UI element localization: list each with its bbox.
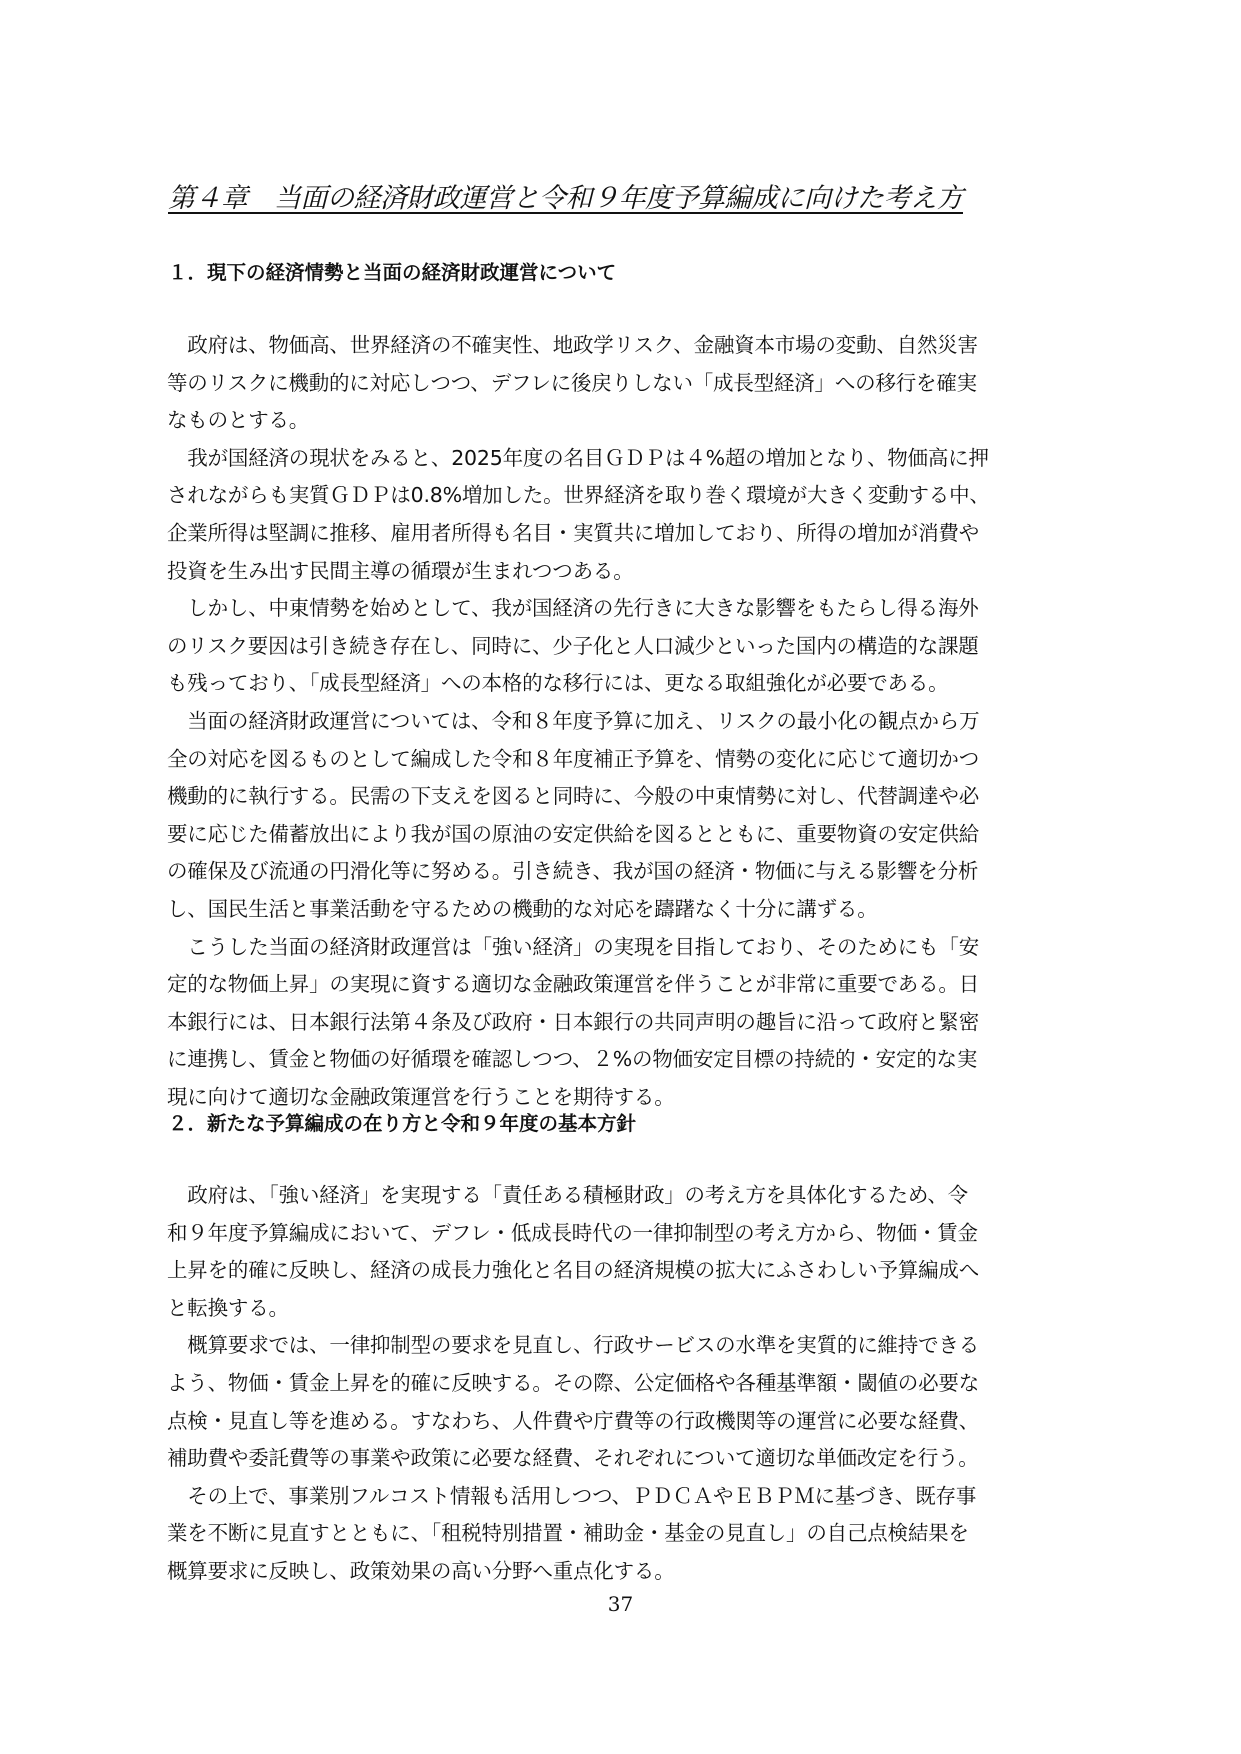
body-line: の確保及び流通の円滑化等に努める。引き続き、我が国の経済・物価に与える影響を分析	[167, 859, 979, 884]
body-line: と転換する。	[167, 1295, 289, 1320]
body-line: のリスク要因は引き続き存在し、同時に、少子化と人口減少といった国内の構造的な課題	[167, 633, 979, 658]
body-line: し、国民生活と事業活動を守るための機動的な対応を躊躇なく十分に講ずる。	[167, 896, 878, 921]
body-line: 上昇を的確に反映し、経済の成長力強化と名目の経済規模の拡大にふさわしい予算編成へ	[167, 1258, 979, 1283]
body-line: 等のリスクに機動的に対応しつつ、デフレに後戻りしない「成長型経済」への移行を確実	[167, 370, 977, 395]
body-line: 機動的に執行する。民需の下支えを図ると同時に、今般の中東情勢に対し、代替調達や必	[167, 784, 979, 809]
body-line: も残っており、「成長型経済」への本格的な移行には、更なる取組強化が必要である。	[167, 671, 949, 696]
body-line: しかし、中東情勢を始めとして、我が国経済の先行きに大きな影響をもたらし得る海外	[167, 596, 979, 621]
section-heading-2: ２．新たな予算編成の在り方と令和９年度の基本方針	[168, 1112, 637, 1135]
section-heading-1: １．現下の経済情勢と当面の経済財政運営について	[168, 261, 617, 284]
body-line: 投資を生み出す民間主導の循環が生まれつつある。	[167, 558, 634, 583]
chapter-title: 第４章 当面の経済財政運営と令和９年度予算編成に向けた考え方	[168, 183, 963, 214]
section-body-1	[167, 327, 990, 1116]
body-line: 業を不断に見直すとともに、「租税特別措置・補助金・基金の見直し」の自己点検結果を	[167, 1521, 969, 1546]
body-line: 企業所得は堅調に推移、雇用者所得も名目・実質共に増加しており、所得の増加が消費や	[167, 520, 979, 545]
body-line: 全の対応を図るものとして編成した令和８年度補正予算を、情勢の変化に応じて適切かつ	[167, 746, 979, 771]
body-line: 和９年度予算編成において、デフレ・低成長時代の一律抑制型の考え方から、物価・賃金	[167, 1220, 978, 1245]
body-line: 要に応じた備蓄放出により我が国の原油の安定供給を図るとともに、重要物資の安定供給	[167, 821, 979, 846]
section-body-2	[167, 1177, 979, 1591]
body-line: されながらも実質ＧＤＰは0.8%増加した。世界経済を取り巻く環境が大きく変動する中、	[167, 483, 990, 508]
body-line: 我が国経済の現状をみると、2025年度の名目ＧＤＰは４%超の増加となり、物価高に押	[167, 445, 989, 470]
body-line: 政府は、「強い経済」を実現する「責任ある積極財政」の考え方を具体化するため、令	[167, 1183, 968, 1207]
body-line: よう、物価・賃金上昇を的確に反映する。その際、公定価格や各種基準額・閾値の必要な	[167, 1370, 979, 1395]
body-line: 現に向けて適切な金融政策運営を行うことを期待する。	[167, 1084, 675, 1109]
page-number: 37	[607, 1592, 634, 1616]
body-line: 本銀行には、日本銀行法第４条及び政府・日本銀行の共同声明の趣旨に沿って政府と緊密	[167, 1009, 979, 1034]
body-line: に連携し、賃金と物価の好循環を確認しつつ、２%の物価安定目標の持続的・安定的な実	[167, 1047, 978, 1072]
body-line: 概算要求では、一律抑制型の要求を見直し、行政サービスの水準を実質的に維持できる	[167, 1333, 979, 1358]
body-line: その上で、事業別フルコスト情報も活用しつつ、ＰＤＣＡやＥＢＰＭに基づき、既存事	[167, 1483, 977, 1508]
body-line: 当面の経済財政運営については、令和８年度予算に加え、リスクの最小化の観点から万	[167, 708, 980, 733]
body-line: 概算要求に反映し、政策効果の高い分野へ重点化する。	[167, 1558, 675, 1583]
body-line: 政府は、物価高、世界経済の不確実性、地政学リスク、金融資本市場の変動、自然災害	[167, 333, 978, 357]
body-line: なものとする。	[167, 408, 310, 433]
body-line: こうした当面の経済財政運営は「強い経済」の実現を目指しており、そのためにも「安	[167, 934, 979, 959]
body-line: 定的な物価上昇」の実現に資する適切な金融政策運営を伴うことが非常に重要である。日	[167, 972, 979, 997]
body-line: 点検・見直し等を進める。すなわち、人件費や庁費等の行政機関等の運営に必要な経費、	[167, 1408, 979, 1433]
body-line: 補助費や委託費等の事業や政策に必要な経費、それぞれについて適切な単価改定を行う。	[167, 1446, 979, 1471]
